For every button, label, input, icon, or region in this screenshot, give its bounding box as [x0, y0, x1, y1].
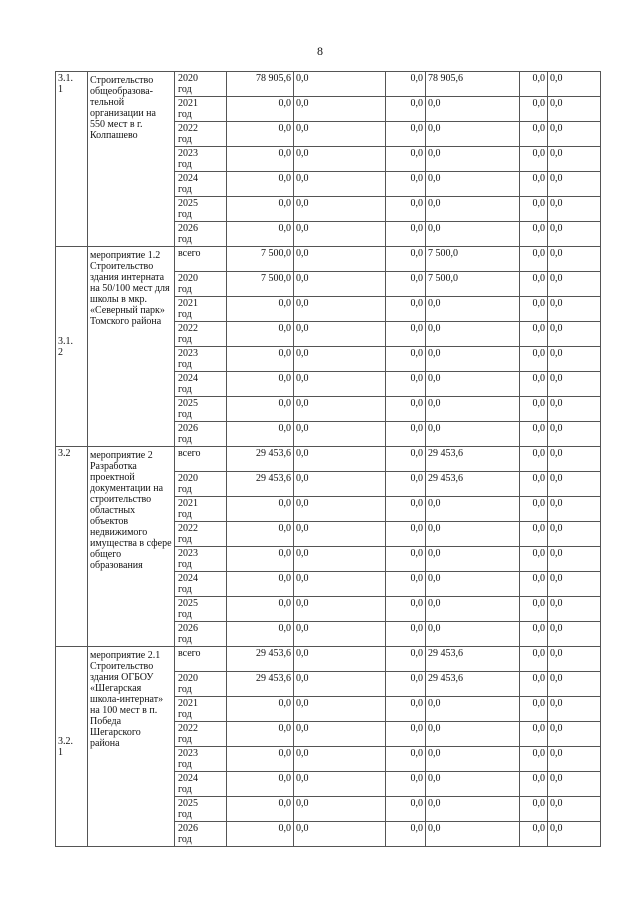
value-cell: 0,0 [548, 472, 601, 497]
federal-cell: 0,0 [294, 647, 386, 672]
value-cell: 0,0 [548, 572, 601, 597]
regional-cell: 0,0 [426, 422, 520, 447]
regional-cell: 29 453,6 [426, 447, 520, 472]
funding-table [55, 71, 601, 847]
year-cell: 2025 год [175, 197, 227, 222]
value-cell: 0,0 [386, 122, 426, 147]
year-cell: всего [175, 647, 227, 672]
federal-cell: 0,0 [294, 547, 386, 572]
year-cell: 2022 год [175, 122, 227, 147]
value-cell: 0,0 [548, 397, 601, 422]
federal-cell: 0,0 [294, 397, 386, 422]
federal-cell: 0,0 [294, 197, 386, 222]
value-cell: 0,0 [386, 347, 426, 372]
value-cell: 0,0 [520, 222, 548, 247]
regional-cell: 29 453,6 [426, 672, 520, 697]
value-cell: 0,0 [386, 197, 426, 222]
total-cell: 0,0 [227, 347, 294, 372]
value-cell: 0,0 [548, 697, 601, 722]
table-row [56, 247, 601, 272]
total-cell: 0,0 [227, 497, 294, 522]
value-cell: 0,0 [386, 747, 426, 772]
federal-cell: 0,0 [294, 422, 386, 447]
value-cell: 0,0 [548, 322, 601, 347]
regional-cell: 0,0 [426, 147, 520, 172]
value-cell: 0,0 [548, 497, 601, 522]
value-cell: 0,0 [548, 622, 601, 647]
regional-cell: 7 500,0 [426, 247, 520, 272]
total-cell: 0,0 [227, 397, 294, 422]
table-row [56, 447, 601, 472]
value-cell: 0,0 [548, 722, 601, 747]
total-cell: 0,0 [227, 747, 294, 772]
value-cell: 0,0 [386, 147, 426, 172]
regional-cell: 0,0 [426, 547, 520, 572]
year-cell: 2023 год [175, 747, 227, 772]
value-cell: 0,0 [386, 497, 426, 522]
federal-cell: 0,0 [294, 447, 386, 472]
page-number: 8 [317, 44, 323, 58]
value-cell: 0,0 [520, 122, 548, 147]
value-cell: 0,0 [386, 647, 426, 672]
federal-cell: 0,0 [294, 97, 386, 122]
total-cell: 0,0 [227, 522, 294, 547]
value-cell: 0,0 [548, 672, 601, 697]
value-cell: 0,0 [520, 347, 548, 372]
regional-cell: 0,0 [426, 497, 520, 522]
year-cell: 2024 год [175, 172, 227, 197]
federal-cell: 0,0 [294, 272, 386, 297]
federal-cell: 0,0 [294, 822, 386, 847]
federal-cell: 0,0 [294, 147, 386, 172]
value-cell: 0,0 [520, 497, 548, 522]
federal-cell: 0,0 [294, 747, 386, 772]
total-cell: 0,0 [227, 422, 294, 447]
value-cell: 0,0 [520, 72, 548, 97]
regional-cell: 0,0 [426, 172, 520, 197]
value-cell: 0,0 [520, 672, 548, 697]
value-cell: 0,0 [520, 247, 548, 272]
value-cell: 0,0 [386, 222, 426, 247]
regional-cell: 0,0 [426, 722, 520, 747]
value-cell: 0,0 [520, 547, 548, 572]
value-cell: 0,0 [386, 722, 426, 747]
total-cell: 0,0 [227, 222, 294, 247]
federal-cell: 0,0 [294, 497, 386, 522]
total-cell: 0,0 [227, 547, 294, 572]
year-cell: 2022 год [175, 722, 227, 747]
federal-cell: 0,0 [294, 372, 386, 397]
value-cell: 0,0 [548, 597, 601, 622]
regional-cell: 0,0 [426, 797, 520, 822]
value-cell: 0,0 [386, 322, 426, 347]
table-row [56, 72, 601, 97]
year-cell: всего [175, 447, 227, 472]
total-cell: 29 453,6 [227, 672, 294, 697]
value-cell: 0,0 [386, 572, 426, 597]
regional-cell: 78 905,6 [426, 72, 520, 97]
section-code: 3.1. 2 [56, 247, 88, 447]
year-cell: 2024 год [175, 372, 227, 397]
total-cell: 0,0 [227, 597, 294, 622]
year-cell: 2022 год [175, 522, 227, 547]
section-code: 3.1. 1 [56, 72, 88, 247]
value-cell: 0,0 [386, 297, 426, 322]
year-cell: 2024 год [175, 772, 227, 797]
section-title: мероприятие 1.2 Строительство здания интерната на 50/100 мест для школы в мкр. «Северный парк» Томского района [88, 247, 175, 447]
year-cell: 2026 год [175, 822, 227, 847]
year-cell: 2025 год [175, 797, 227, 822]
value-cell: 0,0 [548, 647, 601, 672]
value-cell: 0,0 [548, 247, 601, 272]
value-cell: 0,0 [548, 297, 601, 322]
regional-cell: 0,0 [426, 397, 520, 422]
value-cell: 0,0 [520, 572, 548, 597]
value-cell: 0,0 [520, 297, 548, 322]
value-cell: 0,0 [386, 797, 426, 822]
year-cell: 2021 год [175, 297, 227, 322]
value-cell: 0,0 [548, 522, 601, 547]
year-cell: 2023 год [175, 347, 227, 372]
year-cell: 2020 год [175, 472, 227, 497]
year-cell: 2020 год [175, 72, 227, 97]
value-cell: 0,0 [520, 722, 548, 747]
federal-cell: 0,0 [294, 297, 386, 322]
total-cell: 0,0 [227, 772, 294, 797]
value-cell: 0,0 [520, 147, 548, 172]
section-code: 3.2 [56, 447, 88, 647]
regional-cell: 0,0 [426, 697, 520, 722]
value-cell: 0,0 [386, 247, 426, 272]
value-cell: 0,0 [520, 322, 548, 347]
value-cell: 0,0 [520, 597, 548, 622]
federal-cell: 0,0 [294, 697, 386, 722]
value-cell: 0,0 [548, 422, 601, 447]
value-cell: 0,0 [520, 647, 548, 672]
federal-cell: 0,0 [294, 247, 386, 272]
value-cell: 0,0 [520, 447, 548, 472]
value-cell: 0,0 [520, 472, 548, 497]
value-cell: 0,0 [548, 547, 601, 572]
section-title: Строительство общеобразова-тельной организации на 550 мест в г. Колпашево [88, 72, 175, 247]
value-cell: 0,0 [520, 797, 548, 822]
value-cell: 0,0 [520, 97, 548, 122]
value-cell: 0,0 [548, 447, 601, 472]
value-cell: 0,0 [548, 172, 601, 197]
year-cell: 2026 год [175, 222, 227, 247]
value-cell: 0,0 [520, 622, 548, 647]
total-cell: 0,0 [227, 147, 294, 172]
federal-cell: 0,0 [294, 772, 386, 797]
federal-cell: 0,0 [294, 622, 386, 647]
value-cell: 0,0 [386, 172, 426, 197]
value-cell: 0,0 [386, 397, 426, 422]
year-cell: 2023 год [175, 147, 227, 172]
regional-cell: 0,0 [426, 822, 520, 847]
regional-cell: 0,0 [426, 322, 520, 347]
federal-cell: 0,0 [294, 472, 386, 497]
federal-cell: 0,0 [294, 797, 386, 822]
federal-cell: 0,0 [294, 522, 386, 547]
section-title: мероприятие 2.1 Строительство здания ОГБОУ «Шегарская школа-интернат» на 100 мест в п. Победа Шегарского района [88, 647, 175, 847]
year-cell: 2020 год [175, 672, 227, 697]
value-cell: 0,0 [548, 147, 601, 172]
regional-cell: 29 453,6 [426, 472, 520, 497]
section-title: мероприятие 2 Разработка проектной документации на строительство областных объектов недвижимого имущества в сфере общего образования [88, 447, 175, 647]
value-cell: 0,0 [548, 372, 601, 397]
year-cell: 2020 год [175, 272, 227, 297]
value-cell: 0,0 [520, 822, 548, 847]
value-cell: 0,0 [520, 772, 548, 797]
year-cell: 2022 год [175, 322, 227, 347]
value-cell: 0,0 [520, 747, 548, 772]
value-cell: 0,0 [548, 822, 601, 847]
federal-cell: 0,0 [294, 322, 386, 347]
regional-cell: 7 500,0 [426, 272, 520, 297]
total-cell: 29 453,6 [227, 647, 294, 672]
year-cell: 2026 год [175, 622, 227, 647]
regional-cell: 0,0 [426, 222, 520, 247]
federal-cell: 0,0 [294, 347, 386, 372]
total-cell: 0,0 [227, 622, 294, 647]
year-cell: всего [175, 247, 227, 272]
year-cell: 2025 год [175, 597, 227, 622]
value-cell: 0,0 [520, 372, 548, 397]
regional-cell: 0,0 [426, 622, 520, 647]
table-body [56, 72, 601, 847]
value-cell: 0,0 [520, 422, 548, 447]
value-cell: 0,0 [548, 222, 601, 247]
federal-cell: 0,0 [294, 122, 386, 147]
total-cell: 29 453,6 [227, 447, 294, 472]
value-cell: 0,0 [520, 522, 548, 547]
section-code: 3.2. 1 [56, 647, 88, 847]
value-cell: 0,0 [386, 822, 426, 847]
value-cell: 0,0 [548, 772, 601, 797]
value-cell: 0,0 [386, 522, 426, 547]
regional-cell: 0,0 [426, 97, 520, 122]
total-cell: 0,0 [227, 697, 294, 722]
value-cell: 0,0 [548, 72, 601, 97]
value-cell: 0,0 [548, 797, 601, 822]
total-cell: 0,0 [227, 172, 294, 197]
value-cell: 0,0 [520, 197, 548, 222]
total-cell: 7 500,0 [227, 272, 294, 297]
value-cell: 0,0 [386, 272, 426, 297]
year-cell: 2023 год [175, 547, 227, 572]
regional-cell: 0,0 [426, 772, 520, 797]
value-cell: 0,0 [386, 447, 426, 472]
value-cell: 0,0 [386, 547, 426, 572]
year-cell: 2024 год [175, 572, 227, 597]
value-cell: 0,0 [386, 597, 426, 622]
regional-cell: 0,0 [426, 297, 520, 322]
value-cell: 0,0 [548, 272, 601, 297]
regional-cell: 0,0 [426, 122, 520, 147]
total-cell: 29 453,6 [227, 472, 294, 497]
value-cell: 0,0 [386, 72, 426, 97]
value-cell: 0,0 [520, 697, 548, 722]
year-cell: 2021 год [175, 697, 227, 722]
total-cell: 0,0 [227, 572, 294, 597]
value-cell: 0,0 [386, 622, 426, 647]
total-cell: 0,0 [227, 722, 294, 747]
federal-cell: 0,0 [294, 222, 386, 247]
total-cell: 7 500,0 [227, 247, 294, 272]
federal-cell: 0,0 [294, 172, 386, 197]
value-cell: 0,0 [386, 422, 426, 447]
total-cell: 0,0 [227, 122, 294, 147]
regional-cell: 0,0 [426, 572, 520, 597]
value-cell: 0,0 [548, 347, 601, 372]
total-cell: 0,0 [227, 97, 294, 122]
value-cell: 0,0 [386, 97, 426, 122]
regional-cell: 0,0 [426, 522, 520, 547]
value-cell: 0,0 [548, 197, 601, 222]
federal-cell: 0,0 [294, 72, 386, 97]
total-cell: 0,0 [227, 322, 294, 347]
federal-cell: 0,0 [294, 722, 386, 747]
regional-cell: 0,0 [426, 197, 520, 222]
total-cell: 0,0 [227, 197, 294, 222]
regional-cell: 29 453,6 [426, 647, 520, 672]
value-cell: 0,0 [548, 97, 601, 122]
total-cell: 0,0 [227, 372, 294, 397]
regional-cell: 0,0 [426, 597, 520, 622]
value-cell: 0,0 [386, 472, 426, 497]
value-cell: 0,0 [520, 397, 548, 422]
value-cell: 0,0 [386, 372, 426, 397]
total-cell: 0,0 [227, 822, 294, 847]
federal-cell: 0,0 [294, 572, 386, 597]
value-cell: 0,0 [386, 672, 426, 697]
year-cell: 2026 год [175, 422, 227, 447]
federal-cell: 0,0 [294, 597, 386, 622]
total-cell: 0,0 [227, 797, 294, 822]
regional-cell: 0,0 [426, 372, 520, 397]
value-cell: 0,0 [520, 172, 548, 197]
value-cell: 0,0 [548, 122, 601, 147]
federal-cell: 0,0 [294, 672, 386, 697]
year-cell: 2021 год [175, 97, 227, 122]
value-cell: 0,0 [386, 697, 426, 722]
value-cell: 0,0 [548, 747, 601, 772]
regional-cell: 0,0 [426, 747, 520, 772]
year-cell: 2021 год [175, 497, 227, 522]
total-cell: 0,0 [227, 297, 294, 322]
value-cell: 0,0 [386, 772, 426, 797]
total-cell: 78 905,6 [227, 72, 294, 97]
table-row [56, 647, 601, 672]
regional-cell: 0,0 [426, 347, 520, 372]
year-cell: 2025 год [175, 397, 227, 422]
value-cell: 0,0 [520, 272, 548, 297]
